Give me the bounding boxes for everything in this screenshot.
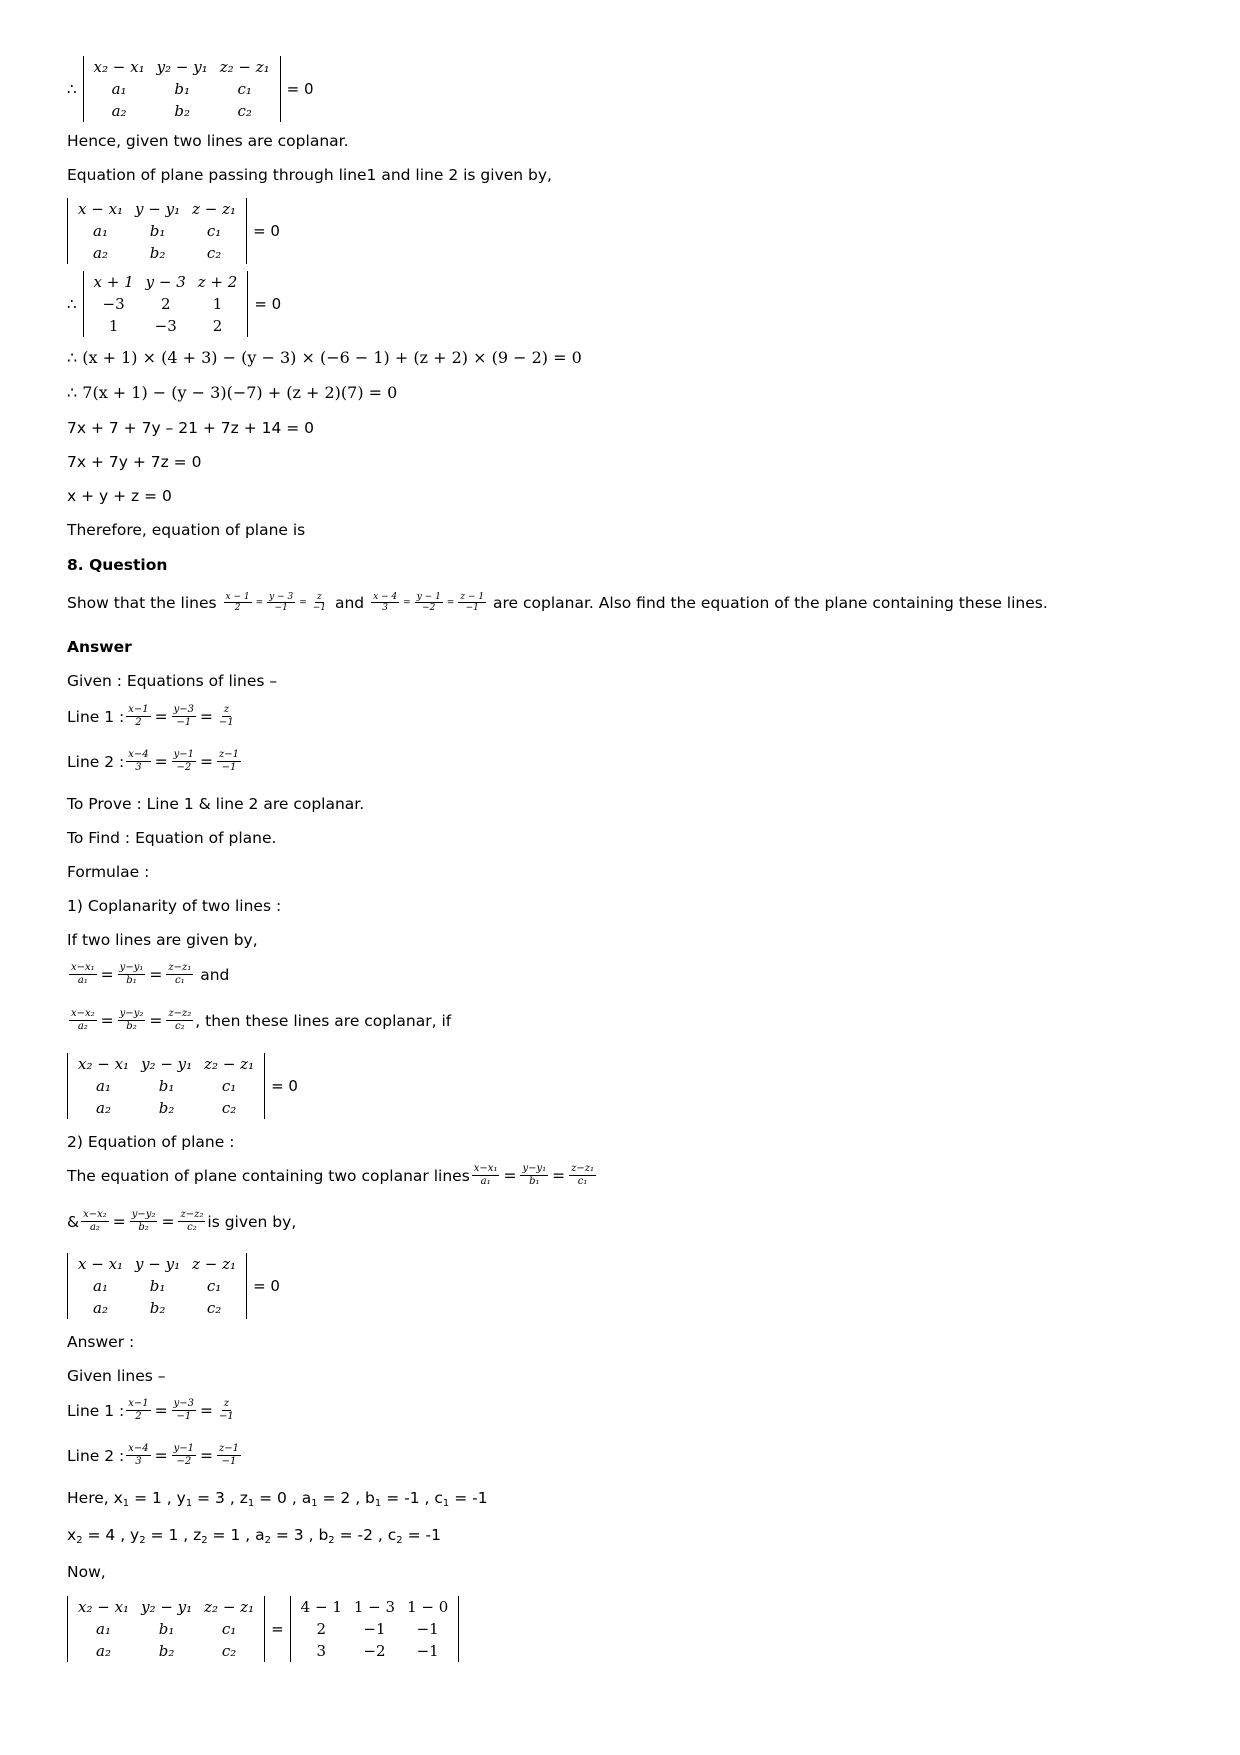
numerator: z−1: [219, 749, 240, 760]
matrix-cell: c₂: [206, 1299, 222, 1317]
matrix-cell: 1: [212, 295, 223, 313]
fraction: [311, 592, 328, 613]
text-line: Answer :: [67, 1333, 135, 1351]
text: &: [67, 1212, 80, 1231]
matrix: [67, 1596, 265, 1662]
matrix-cell: a₁: [111, 80, 127, 98]
denominator: c₁: [577, 1176, 588, 1187]
matrix-table: [295, 1596, 455, 1662]
matrix-cell: c₂: [206, 244, 222, 262]
fraction: [69, 1008, 97, 1033]
numerator: x−4: [128, 749, 149, 760]
fraction: [172, 749, 196, 774]
denominator: −1: [221, 1456, 237, 1467]
matrix-cell: −3: [154, 317, 177, 335]
label: Line 1 :: [67, 707, 125, 726]
matrix-cell: c₂: [237, 102, 252, 120]
denominator: a₂: [89, 1222, 100, 1233]
denominator: a₁: [480, 1176, 491, 1187]
matrix-cell: a₁: [96, 1620, 112, 1638]
matrix-cell: a₁: [93, 222, 108, 240]
matrix-cell: x₂ − x₁: [78, 1598, 130, 1616]
matrix-cell: z₂ − z₁: [219, 58, 270, 76]
text-line: 7x + 7 + 7y – 21 + 7z + 14 = 0: [67, 419, 315, 437]
expansion-line: ∴ (x + 1) × (4 + 3) − (y − 3) × (−6 − 1) + (z + 2) × (9 − 2) = 0: [67, 348, 582, 367]
matrix-cell: b₂: [158, 1099, 175, 1117]
numerator: y−y₂: [131, 1209, 156, 1220]
matrix-cell: z − z₁: [192, 1255, 237, 1273]
matrix-cell: y − y₁: [135, 1255, 181, 1273]
matrix-cell: y₂ − y₁: [156, 58, 208, 76]
therefore-symbol: ∴: [67, 80, 77, 98]
text: The equation of plane containing two coplanar lines: [67, 1166, 470, 1185]
fraction: [130, 1209, 158, 1234]
matrix-cell: y − 3: [145, 273, 186, 291]
text-line: 1) Coplanarity of two lines :: [67, 897, 282, 915]
matrix-cell: c₁: [206, 1277, 222, 1295]
matrix-cell: c₂: [221, 1642, 237, 1660]
matrix-cell: c₁: [221, 1077, 237, 1095]
matrix-cell: x₂ − x₁: [78, 1055, 130, 1073]
equals-zero: = 0: [253, 222, 280, 240]
numerator: y−1: [173, 1443, 195, 1454]
denominator: 2: [135, 1411, 142, 1422]
denominator: −2: [422, 603, 436, 613]
fraction: [172, 704, 196, 729]
determinant-coplanar-formula: [67, 1053, 298, 1119]
numerator: x−1: [128, 1398, 149, 1409]
expansion-line: ∴ 7(x + 1) − (y − 3)(−7) + (z + 2)(7) = 0: [67, 383, 398, 402]
matrix-cell: z₂ − z₁: [204, 1598, 255, 1616]
matrix-cell: b₁: [158, 1620, 175, 1638]
numerator: x−x₂: [83, 1209, 107, 1220]
denominator: −1: [176, 1411, 192, 1422]
determinant-plane-formula: [67, 1253, 280, 1319]
fraction: [172, 1398, 196, 1423]
question-statement: Show that the lines $\frac{x - 1}{2}$ = $\frac{y - 3}{-1}$ = $\frac{z}{-1}$ and $\frac{x - 4}{3}$ = $\frac{y - 1}{-2}$ = $\frac{z - 1}{-1}$ are coplanar. Also find the equation of the plane containing these lines.: [67, 592, 1048, 613]
answer-heading: Answer: [67, 638, 132, 656]
fraction: [126, 1443, 150, 1468]
numerator: z: [317, 592, 322, 602]
fraction: [267, 592, 295, 613]
text-line: Formulae :: [67, 863, 150, 881]
denominator: c₂: [175, 1021, 185, 1032]
matrix-cell: −1: [416, 1642, 439, 1660]
numerator: y−y₁: [119, 962, 144, 973]
numerator: z−z₂: [168, 1008, 192, 1019]
denominator: 3: [135, 762, 142, 773]
label: Line 1 :: [67, 1401, 125, 1420]
matrix-cell: z − z₁: [192, 200, 237, 218]
numerator: z−z₁: [168, 962, 192, 973]
fraction: [172, 1443, 196, 1468]
denominator: −1: [176, 717, 192, 728]
denominator: 2: [135, 717, 142, 728]
matrix-cell: −1: [416, 1620, 439, 1638]
matrix-cell: a₁: [96, 1077, 112, 1095]
denominator: b₂: [138, 1222, 149, 1233]
fraction: [126, 749, 150, 774]
text-line: To Prove : Line 1 & line 2 are coplanar.: [67, 795, 365, 813]
numerator: y−1: [173, 749, 195, 760]
matrix: [67, 1053, 265, 1119]
matrix: [67, 1253, 247, 1319]
text: are coplanar. Also find the equation of the plane containing these lines.: [493, 593, 1048, 612]
matrix-cell: a₂: [93, 1299, 108, 1317]
matrix-cell: b₁: [149, 1277, 166, 1295]
equals-zero: = 0: [253, 1277, 280, 1295]
determinant-numeric: [67, 1596, 459, 1662]
fraction: [166, 1008, 193, 1033]
denominator: −1: [219, 717, 234, 728]
matrix-cell: c₁: [221, 1620, 237, 1638]
matrix-cell: 1: [108, 317, 119, 335]
matrix-cell: x + 1: [93, 273, 134, 291]
matrix-cell: c₁: [206, 222, 222, 240]
label: Line 2 :: [67, 1446, 125, 1465]
numerator: y−3: [173, 1398, 195, 1409]
denominator: 3: [382, 603, 388, 613]
denominator: 2: [234, 603, 241, 613]
fraction: [569, 1163, 596, 1188]
denominator: a₁: [77, 975, 88, 986]
line1-equation: Line 1 : $\frac{x-1}{2}$ = $\frac{y-3}{-1}$ = $\frac{z}{-1}$: [67, 704, 234, 728]
equals-zero: = 0: [254, 295, 282, 313]
denominator: a₂: [77, 1021, 88, 1032]
text: and: [200, 965, 230, 984]
fraction: [472, 1163, 500, 1188]
fraction: [217, 1398, 236, 1423]
values-line-1: Here, $x_1 = 1$ , $y_1 = 3$ , $z_1 = 0$ , $a_1 = 2$ , $b_1 = -1$ , $c_1 = -1$: [67, 1489, 488, 1509]
denominator: b₂: [126, 1021, 137, 1032]
text: and: [334, 593, 365, 612]
matrix-cell: a₂: [111, 102, 127, 120]
matrix-cell: b₁: [158, 1077, 175, 1095]
text-line: Therefore, equation of plane is: [67, 521, 306, 539]
fraction: [217, 704, 236, 729]
matrix-cell: b₂: [149, 244, 166, 262]
matrix-cell: a₂: [96, 1642, 112, 1660]
fraction: [224, 592, 252, 613]
fraction: [217, 1443, 241, 1468]
matrix-cell: −3: [102, 295, 125, 313]
text-line: To Find : Equation of plane.: [67, 829, 277, 847]
text-line: 7x + 7y + 7z = 0: [67, 453, 202, 471]
numerator: x − 4: [373, 592, 398, 602]
matrix-cell: b₂: [149, 1299, 166, 1317]
line1-equation-2: Line 1 : $\frac{x-1}{2}$ = $\frac{y-3}{-1}$ = $\frac{z}{-1}$: [67, 1398, 234, 1422]
matrix-cell: 1 − 3: [353, 1598, 396, 1616]
fraction: [217, 749, 241, 774]
numerator: x−x₁: [473, 1163, 498, 1174]
denominator: b₁: [529, 1176, 540, 1187]
fraction: [126, 1398, 150, 1423]
text-line: Equation of plane passing through line1 and line 2 is given by,: [67, 166, 552, 184]
denominator: c₂: [187, 1222, 197, 1233]
fraction: [415, 592, 443, 613]
fraction: [69, 962, 97, 987]
denominator: c₁: [175, 975, 185, 986]
fraction: [178, 1209, 205, 1234]
equals-zero: = 0: [286, 80, 314, 98]
line2-equation: Line 2 : $\frac{x-4}{3}$ = $\frac{y-1}{-2}$ = $\frac{z-1}{-1}$: [67, 749, 240, 773]
text-line: Now,: [67, 1563, 106, 1581]
numerator: x − 1: [225, 592, 250, 602]
matrix-table: [72, 1053, 260, 1119]
determinant-plane-general: [67, 198, 280, 264]
denominator: −2: [176, 1456, 192, 1467]
fraction: [126, 704, 150, 729]
numerator: z: [223, 1398, 230, 1409]
values-line-2: $x_2 = 4$ , $y_2 = 1$ , $z_2 = 1$ , $a_2 = 3$ , $b_2 = -2$ , $c_2 = -1$: [67, 1526, 441, 1546]
equals-sign: =: [271, 1620, 284, 1638]
numerator: z − 1: [460, 592, 485, 602]
numerator: x−x₂: [71, 1008, 95, 1019]
matrix-cell: y₂ − y₁: [141, 1598, 193, 1616]
numerator: y−y₁: [522, 1163, 547, 1174]
matrix-cell: a₂: [96, 1099, 112, 1117]
text: is given by,: [207, 1212, 297, 1231]
matrix-cell: z + 2: [197, 273, 238, 291]
matrix-cell: 2: [316, 1620, 327, 1638]
fraction: [458, 592, 486, 613]
matrix-cell: a₂: [93, 244, 108, 262]
matrix-cell: −2: [363, 1642, 386, 1660]
matrix-table: [72, 1253, 242, 1319]
matrix-cell: b₁: [149, 222, 166, 240]
matrix: [83, 56, 281, 122]
fraction: [166, 962, 193, 987]
plane-formula-line2: & $\frac{\text{x−x₂}}{\text{a₂}}$ = $\frac{\text{y−y₂}}{\text{b₂}}$ = $\frac{\text{z−z₂}}{\text{c₂}}$ is given by,: [67, 1209, 297, 1233]
matrix-cell: 2: [160, 295, 171, 313]
text-line: 2) Equation of plane :: [67, 1133, 235, 1151]
denominator: −1: [221, 762, 237, 773]
matrix-cell: b₁: [174, 80, 190, 98]
text-line: Given lines –: [67, 1367, 166, 1385]
matrix-cell: a₁: [93, 1277, 108, 1295]
matrix-cell: y₂ − y₁: [141, 1055, 193, 1073]
text-line: Given : Equations of lines –: [67, 672, 278, 690]
matrix-cell: 3: [316, 1642, 327, 1660]
fraction: [81, 1209, 109, 1234]
numerator: x−x₁: [71, 962, 95, 973]
matrix-cell: 4 − 1: [300, 1598, 342, 1616]
question-heading: 8. Question: [67, 556, 168, 574]
plane-formula-line1: The equation of plane containing two coplanar lines $\frac{\text{x−x₁}}{\text{a₁}}$ = $\frac{\text{y−y₁}}{\text{b₁}}$ = $\frac{\text{z−z₁}}{\text{c₁}}$: [67, 1163, 595, 1187]
matrix-table: [88, 271, 244, 337]
numerator: x−1: [128, 704, 149, 715]
matrix-cell: c₂: [221, 1099, 237, 1117]
numerator: z: [223, 704, 230, 715]
determinant-coplanar-top: [67, 56, 314, 122]
denominator: b₁: [126, 975, 137, 986]
denominator: −2: [176, 762, 192, 773]
matrix-cell: z₂ − z₁: [204, 1055, 255, 1073]
denominator: −1: [465, 603, 479, 613]
general-line1: $\frac{\text{x−x₁}}{\text{a₁}}$ = $\frac{\text{y−y₁}}{\text{b₁}}$ = $\frac{\text{z−z₁}}{\text{c₁}}$ and: [71, 962, 230, 986]
therefore-symbol: ∴: [67, 295, 77, 313]
numerator: y − 3: [269, 592, 294, 602]
matrix-cell: c₁: [237, 80, 252, 98]
fraction: [118, 962, 146, 987]
matrix-cell: x − x₁: [78, 200, 124, 218]
line2-equation-2: Line 2 : $\frac{x-4}{3}$ = $\frac{y-1}{-2}$ = $\frac{z-1}{-1}$: [67, 1443, 240, 1467]
text-line: If two lines are given by,: [67, 931, 258, 949]
numerator: x−4: [128, 1443, 149, 1454]
matrix-cell: b₂: [174, 102, 190, 120]
matrix-table: [88, 56, 276, 122]
general-line2: $\frac{\text{x−x₂}}{\text{a₂}}$ = $\frac{\text{y−y₂}}{\text{b₂}}$ = $\frac{\text{z−z₂}}{\text{c₂}}$ , then these lines are coplanar, if: [71, 1008, 452, 1032]
fraction: [371, 592, 399, 613]
numerator: z−z₂: [180, 1209, 204, 1220]
matrix: [83, 271, 249, 337]
numerator: y−y₂: [119, 1008, 144, 1019]
equals-zero: = 0: [271, 1077, 298, 1095]
numerator: y−3: [173, 704, 195, 715]
matrix: [67, 198, 247, 264]
numerator: z−1: [219, 1443, 240, 1454]
matrix-cell: 1 − 0: [407, 1598, 449, 1616]
fraction: [520, 1163, 548, 1188]
label: Line 2 :: [67, 752, 125, 771]
text-line: x + y + z = 0: [67, 487, 172, 505]
numerator: y − 1: [416, 592, 441, 602]
matrix-table: [72, 198, 242, 264]
matrix-table: [72, 1596, 260, 1662]
determinant-plane-specific: [67, 271, 281, 337]
fraction: [118, 1008, 146, 1033]
text: Show that the lines: [67, 593, 217, 612]
denominator: −1: [274, 603, 288, 613]
matrix-cell: −1: [363, 1620, 386, 1638]
matrix: [290, 1596, 460, 1662]
denominator: 3: [135, 1456, 142, 1467]
matrix-cell: x₂ − x₁: [93, 58, 145, 76]
matrix-cell: 2: [212, 317, 223, 335]
text-line: Hence, given two lines are coplanar.: [67, 132, 349, 150]
numerator: z−z₁: [571, 1163, 595, 1174]
matrix-cell: y − y₁: [135, 200, 181, 218]
matrix-cell: b₂: [158, 1642, 175, 1660]
text: , then these lines are coplanar, if: [195, 1011, 452, 1030]
denominator: −1: [219, 1411, 234, 1422]
denominator: −1: [312, 603, 327, 613]
matrix-cell: x − x₁: [78, 1255, 124, 1273]
